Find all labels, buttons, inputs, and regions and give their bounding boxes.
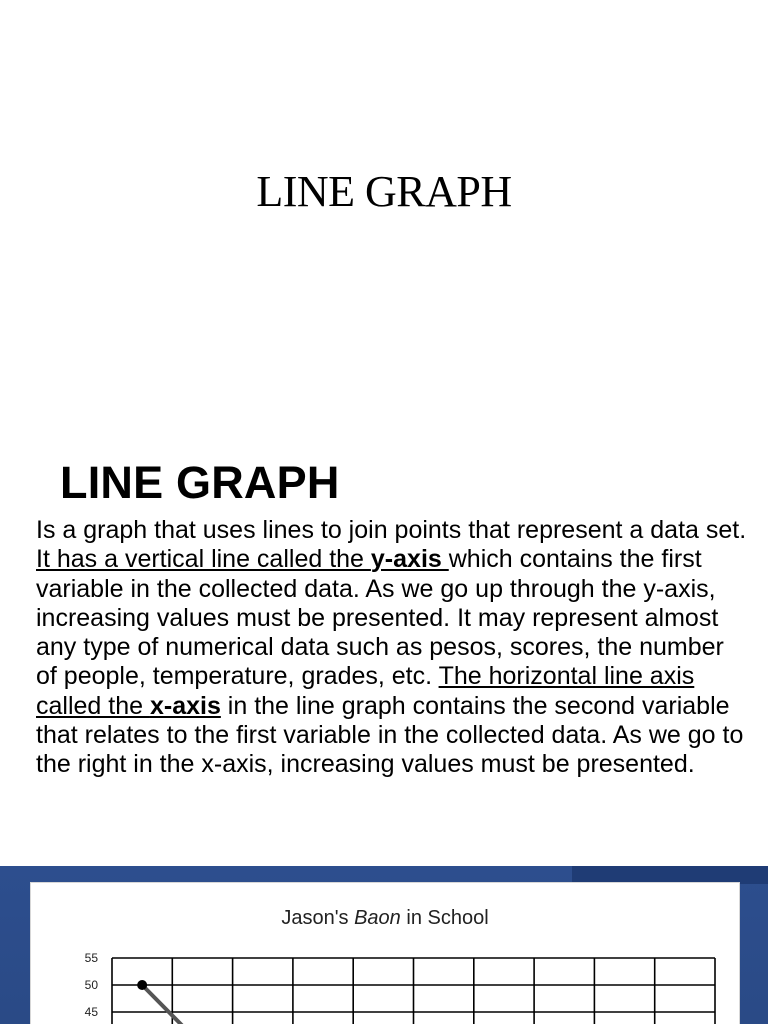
data-point (137, 980, 147, 990)
body-text-1: Is a graph that uses lines to join points that represent a data set. (36, 516, 747, 544)
body-text-2: which contains the first variable in the collected data. As we go up through the y-axis, increasing values must be presented. It may represent almost any type of numerical data such as pesos, scores, the number of people, temperature, grades, etc. (36, 545, 724, 691)
definition-heading: LINE GRAPH (60, 457, 340, 508)
y-axis-sentence (36, 545, 449, 573)
line-chart (31, 883, 739, 1024)
chart-title-em: Baon (354, 907, 401, 929)
x-axis-term: x-axis (149, 691, 221, 720)
chart-title-pre: Jason's (281, 907, 355, 929)
chart-title-post: in School (400, 907, 489, 929)
y-tick-label: 55 (84, 951, 98, 965)
title-slide (0, 0, 768, 430)
series-line (142, 985, 199, 1024)
slide-title: LINE GRAPH (256, 167, 512, 216)
definition-body (36, 516, 751, 780)
chart-card (30, 882, 740, 1024)
definition-slide (0, 440, 768, 865)
y-axis-term: y-axis (370, 545, 449, 574)
x-axis-sentence-text: The horizontal line axis called the (36, 662, 695, 720)
body-text-3: in the line graph contains the second variable that relates to the first variable in the collected data. As we go to the right in the x-axis, increasing values must be presented. (36, 691, 744, 779)
y-tick-label: 45 (84, 1005, 98, 1019)
y-axis-sentence-text: It has a vertical line called the (36, 545, 371, 574)
y-tick-label: 50 (84, 978, 98, 992)
chart-slide (0, 866, 768, 1024)
